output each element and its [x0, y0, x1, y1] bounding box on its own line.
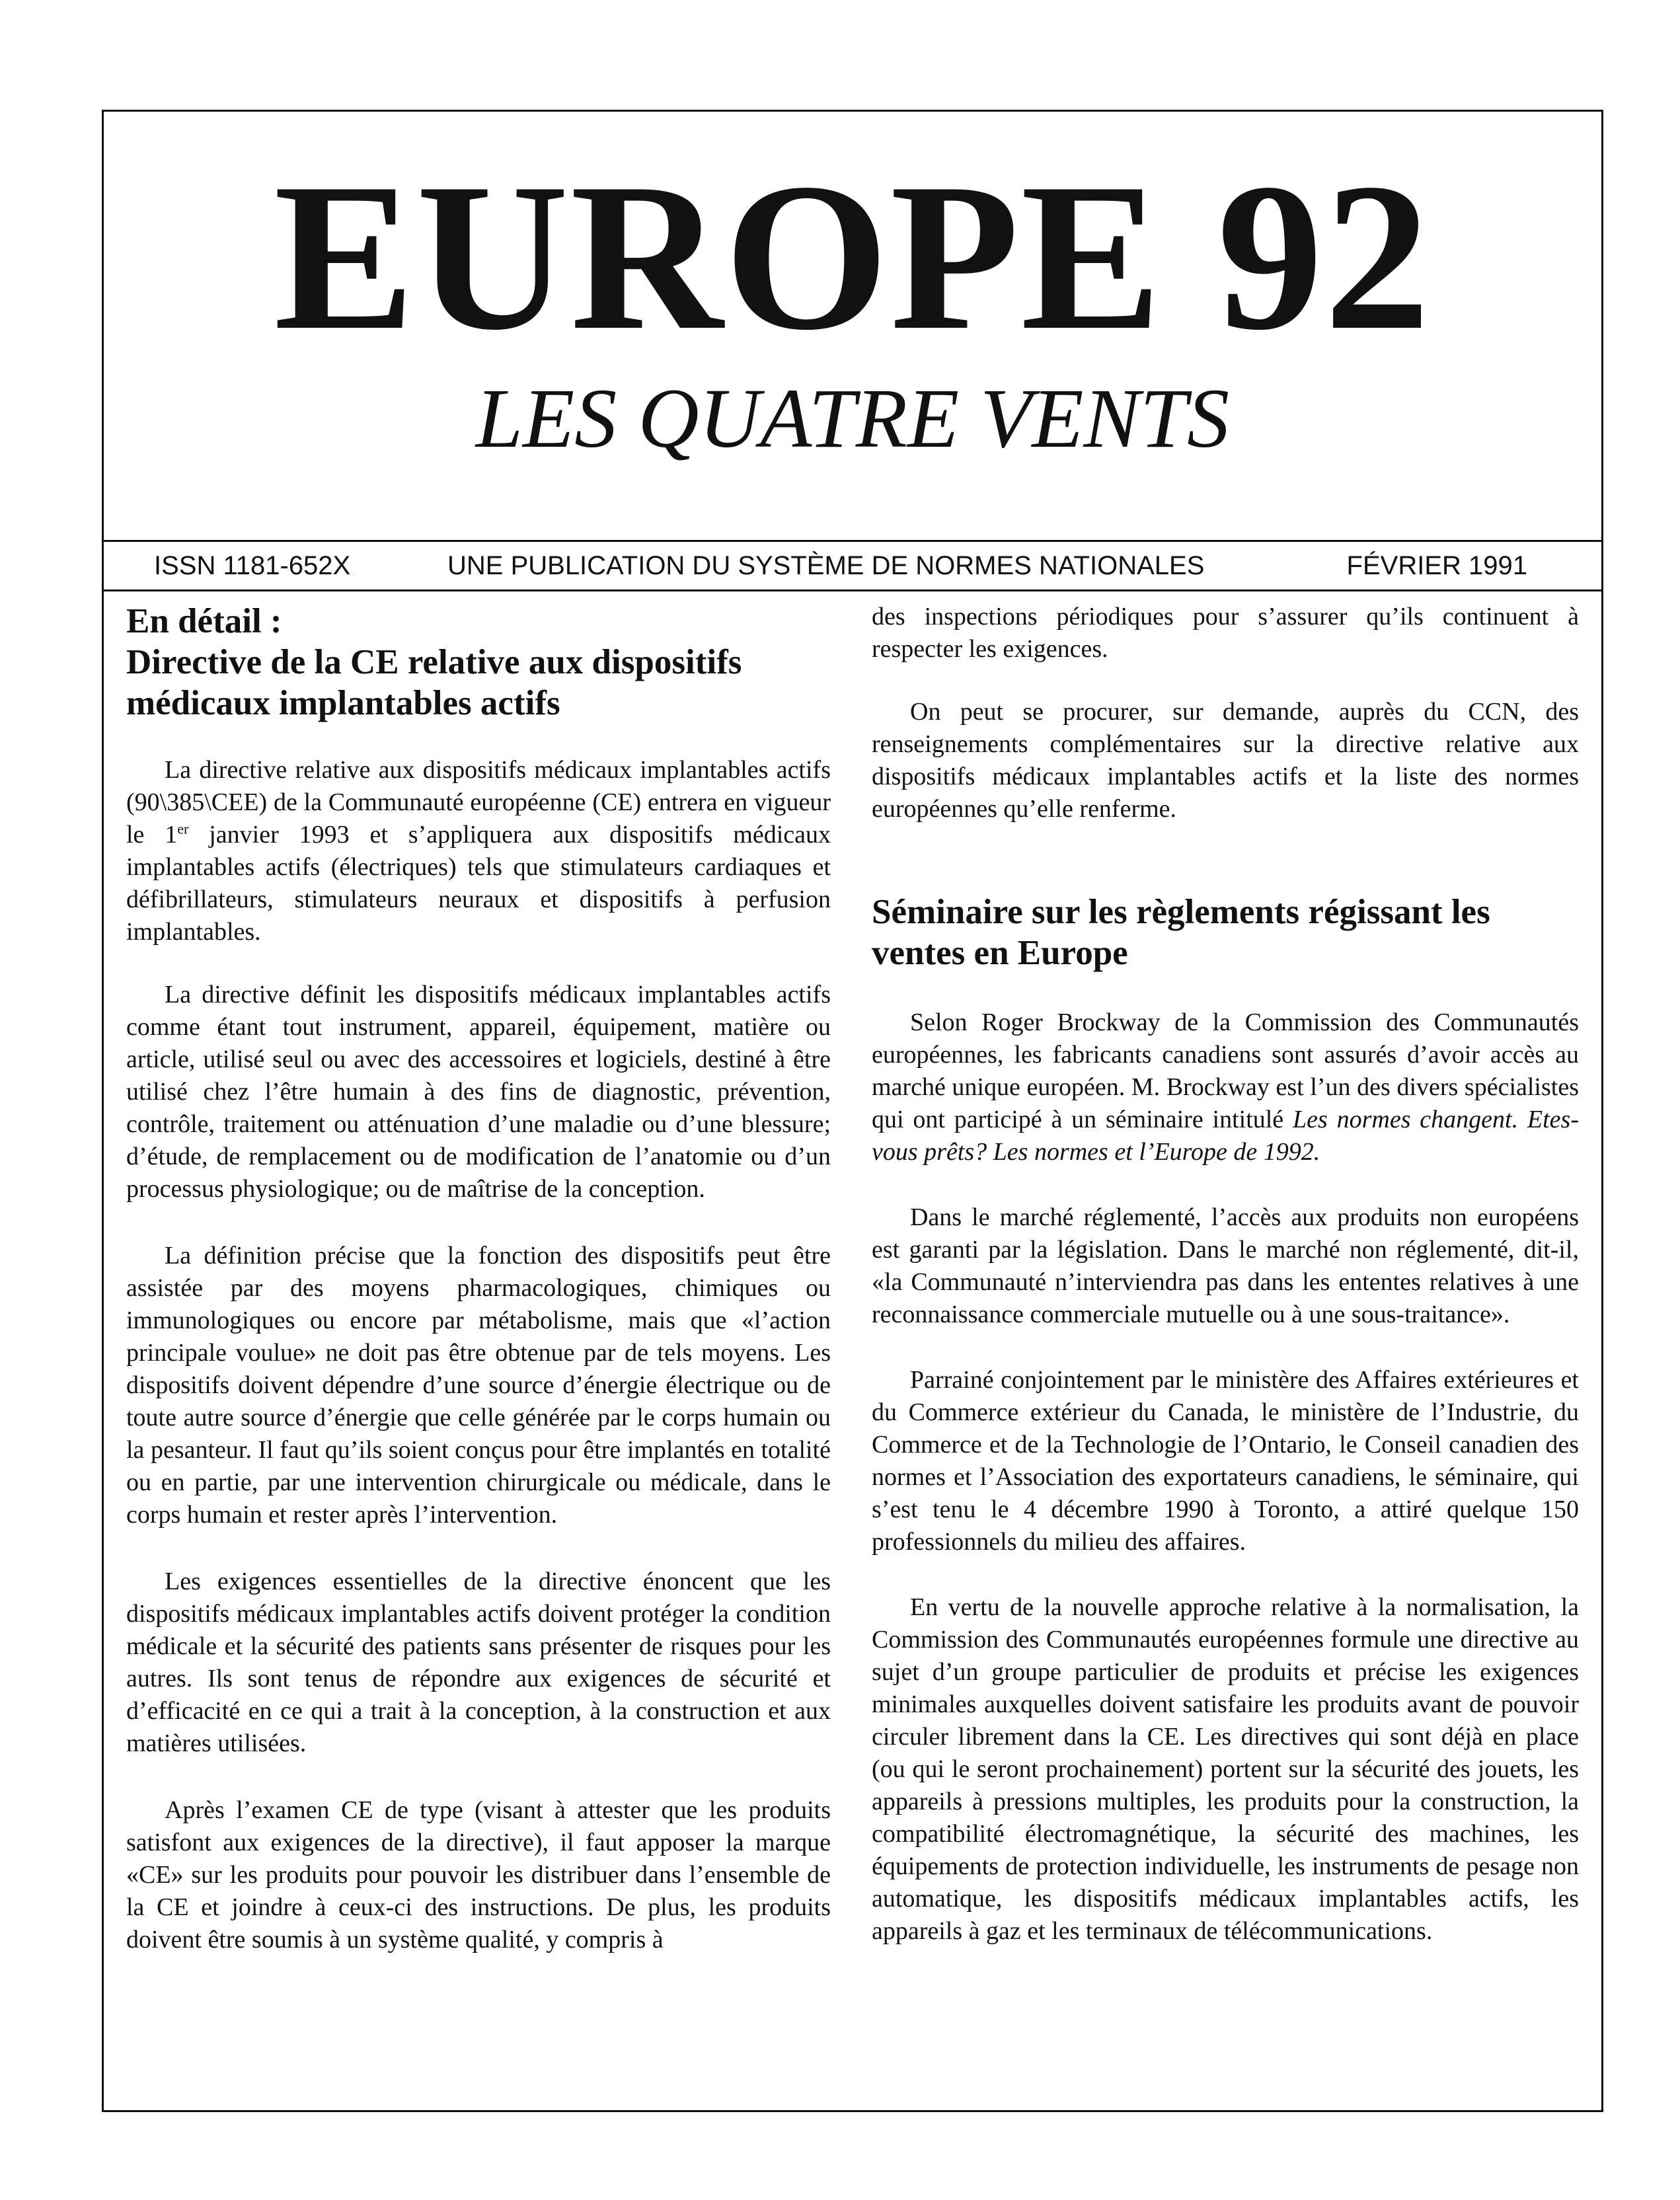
newsletter-title: EUROPE 92	[274, 140, 1432, 374]
paragraph: Parrainé conjointement par le ministère des Affaires extérieures et du Commerce extérieur du Canada, le ministère de l’Industrie, du Commerce et de la Technologie de l’Ontario, le Conseil canadien des normes et l’Association des exportateurs canadiens, le séminaire, qui s’est tenu le 4 décembre 1990 à Toronto, a attiré quelque 150 professionnels du milieu des affaires.	[872, 1366, 1579, 1556]
seminar-title: Les normes changent. Etes-vous prêts? Les normes et l’Europe de 1992.	[872, 1106, 1579, 1166]
paragraph: On peut se procurer, sur demande, auprès du CCN, des renseignements complémentaires sur la directive relative aux dispositifs médicaux implantables actifs et la liste des normes européennes qu’elle renferme.	[872, 698, 1579, 823]
paragraph: En vertu de la nouvelle approche relative à la normalisation, la Commission des Communautés européennes formule une directive au sujet d’un groupe particulier de produits et précise les exigences minimales auxquelles doivent satisfaire les produits avant de pouvoir circuler librement dans la CE. Les directives qui sont déjà en place (ou qui le seront prochainement) portent sur la sécurité des jouets, les appareils à pressions multiples, les produits pour la construction, la compatibilité électromagnétique, la sécurité des machines, les équipements de protection individuelle, les instruments de pesage non automatique, les dispositifs médicaux implantables actifs, les appareils à gaz et les terminaux de télécommunications.	[872, 1593, 1579, 1945]
paragraph: La directive définit les dispositifs médicaux implantables actifs comme étant tout instrument, appareil, équipement, matière ou article, utilisé seul ou avec des accessoires et logiciels, destiné à être utilisé chez l’être humain à des fins de diagnostic, prévention, contrôle, traitement ou atténuation d’une maladie ou d’une blessure; d’étude, de remplacement ou de modification de l’anatomie ou d’un processus physiologique; ou de maîtrise de la conception.	[126, 981, 831, 1203]
newsletter-subtitle: LES QUATRE VENTS	[475, 371, 1230, 465]
paragraph-text: Selon Roger Brockway de la Commission des Communautés européennes, les fabricants canadiens sont assurés d’avoir accès au marché unique européen. M. Brockway est l’un des divers spécialistes qui ont participé à un séminaire intitulé	[872, 1008, 1579, 1133]
paragraph: Les exigences essentielles de la directive énoncent que les dispositifs médicaux implantables actifs doivent protéger la condition médicale et la sécurité des patients sans présenter de risques pour les autres. Ils sont tenus de répondre aux exigences de sécurité et d’efficacité en ce qui a trait à la conception, à la construction et aux matières utilisées.	[126, 1568, 831, 1757]
superscript: er	[177, 820, 189, 837]
publisher-line: UNE PUBLICATION DU SYSTÈME DE NORMES NATIONALES	[447, 551, 1205, 580]
article-heading: Directive de la CE relative aux dispositifs médicaux implantables actifs	[126, 643, 742, 722]
paragraph: Dans le marché réglementé, l’accès aux produits non européens est garanti par la législation. Dans le marché non réglementé, dit-il, «la Communauté n’interviendra pas dans les ententes relatives à une reconnaissance commerciale mutuelle ou à une sous-traitance».	[872, 1203, 1579, 1328]
paragraph-text: janvier 1993 et s’appliquera aux dispositifs médicaux implantables actifs (électriques) tels que stimulateurs cardiaques et défibrillateurs, stimulateurs neuraux et dispositifs à perfusion implantables.	[126, 821, 831, 946]
issue-date: FÉVRIER 1991	[1346, 551, 1527, 580]
issn-number: ISSN 1181-652X	[154, 551, 351, 580]
paragraph	[872, 1006, 1579, 1168]
info-bar	[104, 540, 1601, 591]
paragraph: La définition précise que la fonction des dispositifs peut être assistée par des moyens pharmacologiques, chimiques ou immunologiques ou encore par métabolisme, mais que «l’action principale voulue» ne doit pas être obtenue par de tels moyens. Les dispositifs doivent dépendre d’une source d’énergie électrique ou de toute autre source d’énergie que celle générée par le corps humain ou la pesanteur. Il faut qu’ils soient conçus pour être implantés en totalité ou en partie, par une intervention chirurgicale ou médicale, dans le corps humain et rester après l’intervention.	[126, 1242, 831, 1529]
article-heading-label: En détail :	[126, 602, 282, 640]
newsletter-page	[102, 110, 1603, 2112]
paragraph-continued: des inspections périodiques pour s’assurer qu’ils continuent à respecter les exigences.	[872, 603, 1579, 663]
article-heading: Séminaire sur les règlements régissant les ventes en Europe	[872, 893, 1490, 972]
masthead	[104, 112, 1601, 540]
paragraph-text: La directive relative aux dispositifs médicaux implantables actifs (90\385\CEE) de la Communauté européenne (CE) entrera en vigueur le 1	[126, 756, 831, 849]
paragraph	[126, 754, 831, 948]
paragraph: Après l’examen CE de type (visant à attester que les produits satisfont aux exigences de la directive), il faut apposer la marque «CE» sur les produits pour pouvoir les distribuer dans l’ensemble de la CE et joindre à ceux-ci des instructions. De plus, les produits doivent être soumis à un système qualité, y compris à	[126, 1796, 831, 1953]
right-column	[872, 601, 1579, 1948]
left-column	[126, 601, 831, 1956]
